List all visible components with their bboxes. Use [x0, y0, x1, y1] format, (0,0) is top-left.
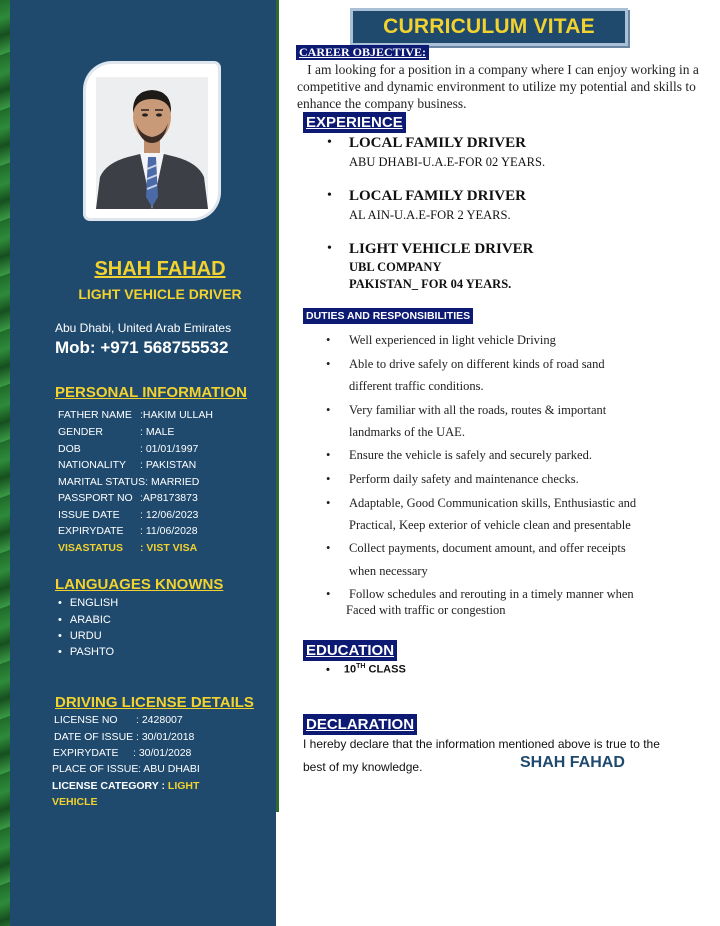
license-row: EXPIRYDATE : 30/01/2028	[53, 747, 192, 759]
language-item: • ENGLISH	[58, 597, 118, 609]
info-row: MARITAL STATUS: MARRIED	[58, 476, 200, 488]
profile-photo	[96, 77, 208, 209]
info-row: PASSPORT NO :AP8173873	[58, 492, 198, 504]
mobile-number: Mob: +971 568755532	[55, 338, 229, 357]
personal-info-heading: PERSONAL INFORMATION	[55, 384, 247, 401]
duties-heading: DUTIES AND RESPONSIBILITIES	[303, 308, 473, 324]
info-row: DOB : 01/01/1997	[58, 443, 199, 455]
license-row: LICENSE NO : 2428007	[54, 714, 183, 726]
objective-heading: CAREER OBJECTIVE:	[296, 45, 429, 60]
info-row-visa: VISASTATUS : VIST VISA	[58, 542, 198, 554]
license-row: PLACE OF ISSUE: ABU DHABI	[52, 763, 200, 775]
license-category-cont: VEHICLE	[52, 796, 98, 808]
decorative-leaf-strip	[0, 0, 10, 926]
license-row: DATE OF ISSUE : 30/01/2018	[54, 731, 195, 743]
license-category: LICENSE CATEGORY : LIGHT	[52, 780, 200, 792]
candidate-role: LIGHT VEHICLE DRIVER	[78, 286, 242, 302]
experience-heading: EXPERIENCE	[303, 112, 406, 133]
info-row: ISSUE DATE : 12/06/2023	[58, 509, 199, 521]
candidate-name: SHAH FAHAD	[94, 258, 226, 280]
sidebar-divider	[276, 0, 279, 812]
info-row: FATHER NAME :HAKIM ULLAH	[58, 409, 213, 421]
declaration-text: I hereby declare that the information mentioned above is true to the	[303, 737, 660, 751]
info-row: NATIONALITY : PAKISTAN	[58, 459, 197, 471]
signature: SHAH FAHAD	[520, 754, 625, 771]
declaration-text: best of my knowledge.	[303, 760, 423, 774]
info-row: GENDER : MALE	[58, 426, 175, 438]
education-item: • 10TH CLASS	[326, 663, 406, 676]
cv-title: CURRICULUM VITAE	[350, 8, 628, 46]
languages-heading: LANGUAGES KNOWNS	[55, 576, 224, 593]
language-item: • ARABIC	[58, 614, 111, 626]
location: Abu Dhabi, United Arab Emirates	[55, 321, 232, 335]
license-heading: DRIVING LICENSE DETAILS	[55, 694, 254, 711]
language-item: • URDU	[58, 630, 102, 642]
objective-text: I am looking for a position in a company where I can enjoy working in a competitive and dynamic environment to utilize my potential and skills to enhance the company business.	[297, 62, 699, 111]
info-row: EXPIRYDATE : 11/06/2028	[58, 525, 198, 537]
education-heading: EDUCATION	[303, 640, 397, 661]
language-item: • PASHTO	[58, 646, 114, 658]
declaration-heading: DECLARATION	[303, 714, 417, 735]
